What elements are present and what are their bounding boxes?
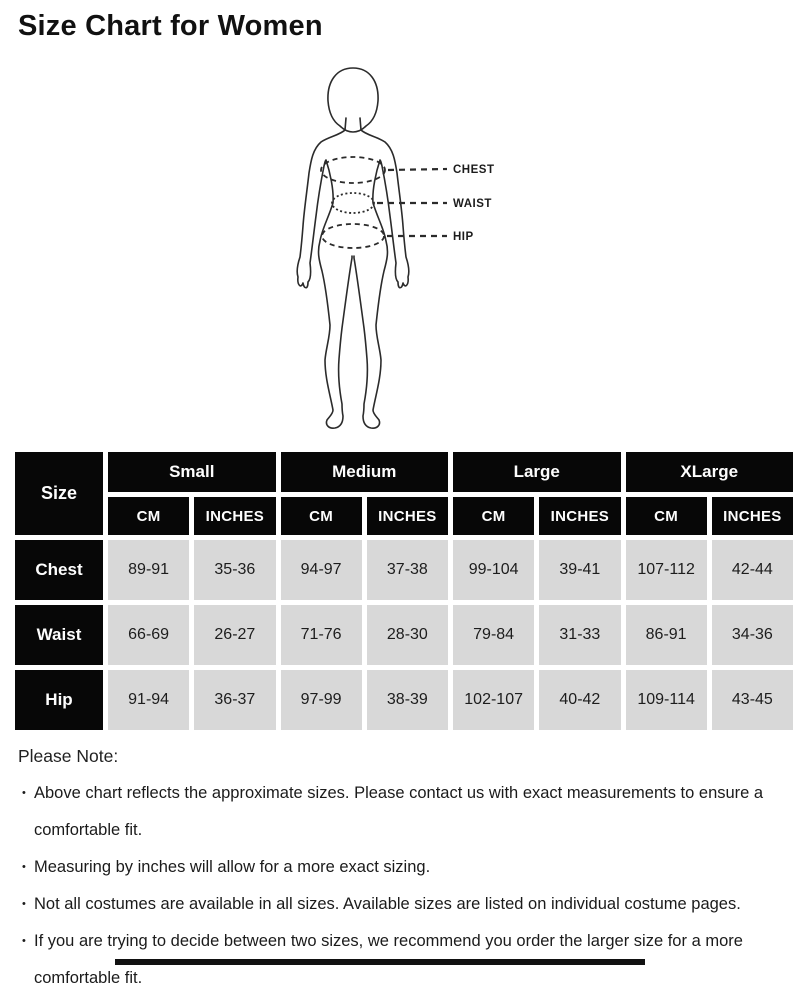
size-value-cell: 99-104	[453, 540, 534, 600]
cropped-next-section-edge	[115, 959, 645, 965]
unit-header-inches: INCHES	[539, 497, 620, 535]
size-group-header-medium: Medium	[281, 452, 449, 492]
waist-measure-ellipse	[332, 193, 374, 213]
row-label-waist: Waist	[15, 605, 103, 665]
size-value-cell: 36-37	[194, 670, 275, 730]
size-value-cell: 94-97	[281, 540, 362, 600]
waist-label: WAIST	[453, 198, 492, 210]
measurement-figure	[278, 60, 520, 442]
size-value-cell: 89-91	[108, 540, 189, 600]
size-value-cell: 109-114	[626, 670, 707, 730]
size-value-cell: 107-112	[626, 540, 707, 600]
size-value-cell: 42-44	[712, 540, 793, 600]
unit-header-cm: CM	[626, 497, 707, 535]
size-value-cell: 31-33	[539, 605, 620, 665]
size-value-cell: 35-36	[194, 540, 275, 600]
size-value-cell: 71-76	[281, 605, 362, 665]
size-value-cell: 26-27	[194, 605, 275, 665]
size-value-cell: 79-84	[453, 605, 534, 665]
unit-header-cm: CM	[108, 497, 189, 535]
unit-header-cm: CM	[281, 497, 362, 535]
woman-silhouette-outline	[297, 68, 409, 428]
size-value-cell: 40-42	[539, 670, 620, 730]
size-group-header-xlarge: XLarge	[626, 452, 794, 492]
size-value-cell: 39-41	[539, 540, 620, 600]
hip-measure-ellipse	[322, 224, 384, 248]
unit-header-cm: CM	[453, 497, 534, 535]
size-group-header-large: Large	[453, 452, 621, 492]
chest-label: CHEST	[453, 164, 495, 176]
row-label-chest: Chest	[15, 540, 103, 600]
size-value-cell: 86-91	[626, 605, 707, 665]
page-title: Size Chart for Women	[18, 10, 323, 42]
note-item: • Measuring by inches will allow for a more exact sizing.	[22, 849, 792, 886]
row-label-hip: Hip	[15, 670, 103, 730]
size-value-cell: 43-45	[712, 670, 793, 730]
size-chart-table	[15, 452, 793, 730]
size-value-cell: 38-39	[367, 670, 448, 730]
hip-label: HIP	[453, 231, 474, 243]
unit-header-inches: INCHES	[194, 497, 275, 535]
size-group-header-small: Small	[108, 452, 276, 492]
note-item: • Above chart reflects the approximate sizes. Please contact us with exact measurements to ensure a comfortable fit.	[22, 775, 792, 849]
unit-header-inches: INCHES	[712, 497, 793, 535]
size-value-cell: 102-107	[453, 670, 534, 730]
unit-header-inches: INCHES	[367, 497, 448, 535]
size-value-cell: 97-99	[281, 670, 362, 730]
note-item: • If you are trying to decide between two sizes, we recommend you order the larger size for a more comfortable fit.	[22, 923, 792, 997]
notes-heading: Please Note:	[18, 746, 119, 766]
size-value-cell: 34-36	[712, 605, 793, 665]
note-item: • Not all costumes are available in all sizes. Available sizes are listed on individual costume pages.	[22, 886, 792, 923]
size-value-cell: 28-30	[367, 605, 448, 665]
size-value-cell: 66-69	[108, 605, 189, 665]
size-value-cell: 91-94	[108, 670, 189, 730]
table-corner-size-header: Size	[15, 452, 103, 535]
size-value-cell: 37-38	[367, 540, 448, 600]
